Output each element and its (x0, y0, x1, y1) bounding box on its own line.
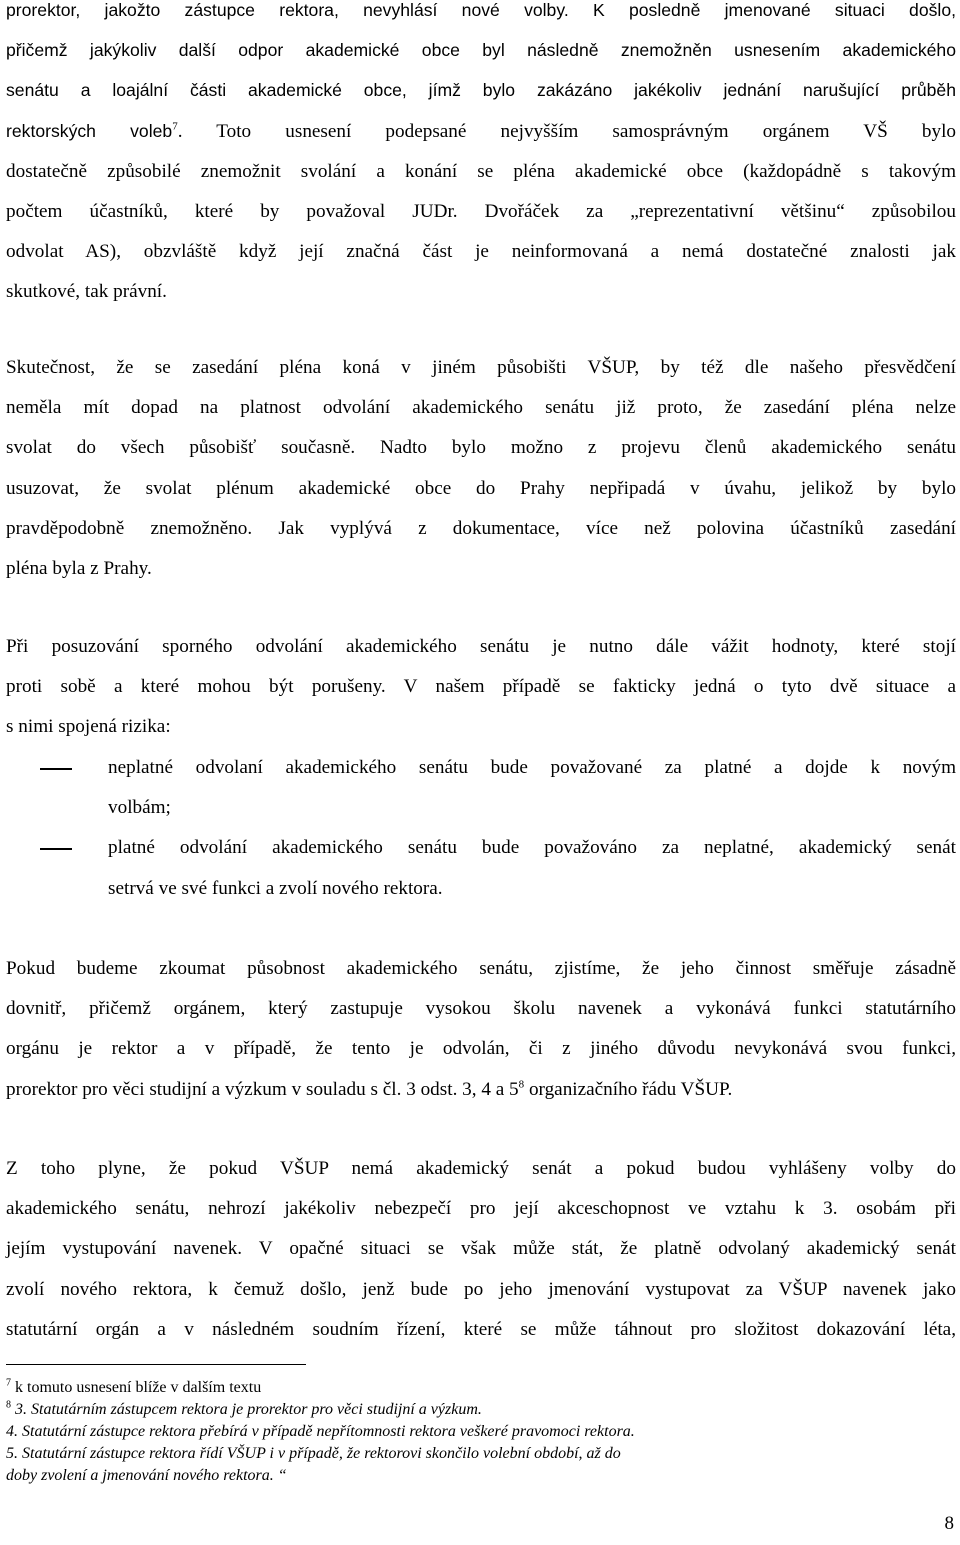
footnote-number: 8 (6, 1399, 11, 1411)
text-line (6, 1070, 956, 1110)
paragraph-3 (6, 627, 956, 748)
text-line: pléna byla z Prahy. (6, 558, 152, 580)
footnote-text-line: doby zvolení a jmenování nového rektora. “ (6, 1467, 287, 1484)
text-line: pravděpodobně znemožněno. Jak vyplývá z dokumentace, více než polovina účastníků zasedání (6, 517, 956, 539)
text-line: skutkové, tak právní. (6, 281, 167, 303)
text-line: počtem účastníků, které by považoval JUDr. Dvořáček za „reprezentativní většinu“ způsobilou (6, 201, 956, 223)
text-fragment: rektorských voleb (6, 120, 173, 141)
dash-bullet-icon (40, 848, 72, 850)
text-line: jejím vystupování navenek. V opačné situaci se však může stát, že platně odvolaný akademický senát (6, 1238, 956, 1260)
text-line: dovnitř, přičemž orgánem, který zastupuje vysokou školu navenek a vykonává funkci statutárního (6, 998, 956, 1020)
text-line: Skutečnost, že se zasedání pléna koná v jiném působišti VŠUP, by též dle našeho přesvědčení (6, 357, 956, 378)
text-line: volbám; (108, 797, 171, 819)
footnote-number: 7 (6, 1377, 11, 1389)
text-line: svolat do všech působišť současně. Nadto bylo možno z projevu členů akademického senátu (6, 437, 956, 459)
footnote-text-line: 4. Statutární zástupce rektora přebírá v případě nepřítomnosti rektora veškeré pravomoci rektora. (6, 1423, 635, 1440)
text-line: dostatečně způsobilé znemožnit svolání a konání se pléna akademické obce (každopádně s takovým (6, 160, 956, 182)
list-item (0, 828, 956, 908)
text-line: platné odvolání akademického senátu bude považováno za neplatné, akademický senát (108, 837, 956, 859)
paragraph-2 (6, 348, 956, 589)
text-line: orgánu je rektor a v případě, že tento je odvolán, či z jiného důvodu nevykonává svou funkci, (6, 1038, 956, 1060)
paragraph-5 (6, 1149, 956, 1350)
footnote-text: k tomuto usnesení blíže v dalším textu (11, 1379, 262, 1396)
footnote-8 (6, 1399, 956, 1421)
text-line: Při posuzování sporného odvolání akademického senátu je nutno dále vážit hodnoty, které stojí (6, 636, 956, 657)
text-line: statutární orgán a v následném soudním řízení, které se může táhnout pro složitost dokazování léta, (6, 1318, 956, 1340)
text-line: senátu a loajální části akademické obce, jímž bylo zakázáno jakékoliv jednání narušující průběh (6, 80, 956, 101)
text-line: usuzovat, že svolat plénum akademické obce do Prahy nepřipadá v úvahu, jelikož by bylo (6, 477, 956, 499)
text-line (6, 111, 956, 152)
text-line: zvolí nového rektora, k čemuž došlo, jenž bude po jeho jmenování vystupovat za VŠUP navenek jako (6, 1278, 956, 1300)
text-line: neplatné odvolaní akademického senátu bude považované za platné a dojde k novým (108, 757, 956, 778)
paragraph-1 (6, 0, 956, 313)
paragraph-4 (6, 949, 956, 1110)
footnote-ref-7[interactable]: 7 (172, 120, 178, 133)
text-line: akademického senátu, nehrozí jakékoliv nebezpečí pro její akceschopnost ve vztahu k 3. osobám při (6, 1198, 956, 1220)
text-line: přičemž jakýkoliv další odpor akademické obce byl následně znemožněn usnesením akademického (6, 40, 956, 61)
footnote-separator (6, 1364, 306, 1365)
dash-bullet-icon (40, 768, 72, 770)
text-fragment: prorektor pro věci studijní a výzkum v souladu s čl. 3 odst. 3, 4 a 5 (6, 1078, 519, 1100)
text-line: prorektor, jakožto zástupce rektora, nevyhlásí nové volby. K posledně jmenované situaci došlo, (6, 0, 956, 20)
footnote-text: 3. Statutárním zástupcem rektora je prorektor pro věci studijní a výzkum. (11, 1401, 482, 1418)
text-line: Z toho plyne, že pokud VŠUP nemá akademický senát a pokud budou vyhlášeny volby do (6, 1158, 956, 1179)
text-line: s nimi spojená rizika: (6, 716, 171, 738)
page-number: 8 (944, 1513, 954, 1534)
text-line: Pokud budeme zkoumat působnost akademického senátu, zjistíme, že jeho činnost směřuje zásadně (6, 958, 956, 979)
footnotes (6, 1377, 956, 1487)
footnote-ref-8[interactable]: 8 (518, 1078, 525, 1091)
dash-list (0, 748, 956, 909)
text-line: neměla mít dopad na platnost odvolání akademického senátu již proto, že zasedání pléna nelze (6, 397, 956, 419)
footnote-7 (6, 1377, 956, 1399)
text-line: odvolat AS), obzvláště když její značná část je neinformovaná a nemá dostatečné znalosti jak (6, 241, 956, 263)
footnote-text-line: 5. Statutární zástupce rektora řídí VŠUP i v případě, že rektorovi skončilo volební období, až do (6, 1445, 621, 1462)
text-fragment: . Toto usnesení podepsané nejvyšším samosprávným orgánem VŠ bylo (177, 120, 956, 142)
list-item (0, 748, 956, 828)
text-fragment: organizačního řádu VŠUP. (524, 1078, 733, 1100)
text-line: proti sobě a které mohou být porušeny. V našem případě se fakticky jedná o tyto dvě situace a (6, 676, 956, 698)
text-line: setrvá ve své funkci a zvolí nového rektora. (108, 877, 443, 899)
